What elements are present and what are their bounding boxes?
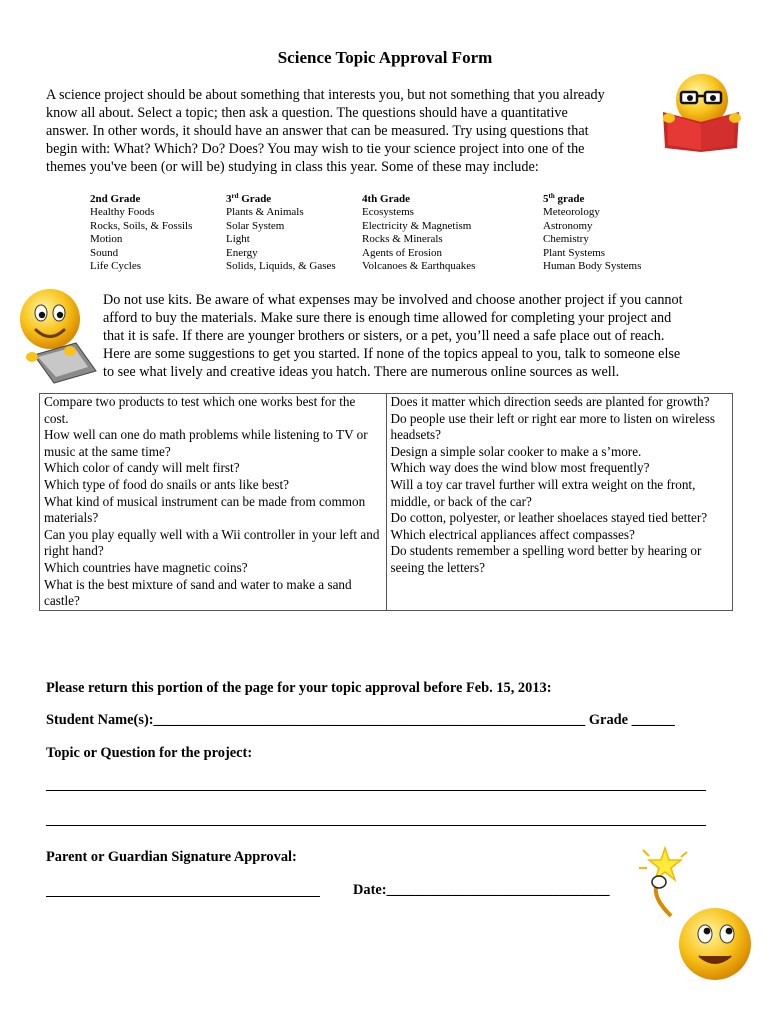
idea-item: Which electrical appliances affect compasses? [390, 526, 635, 542]
idea-item: Which way does the wind blow most frequently? [390, 460, 650, 476]
date-label: Date: [353, 882, 387, 898]
grade-heading: 4th Grade [362, 193, 410, 205]
idea-item: How well can one do math problems while listening to TV or music at the same time? [44, 427, 368, 459]
idea-item: What kind of musical instrument can be made from common materials? [44, 493, 366, 526]
smiley-star-wand-icon [635, 842, 753, 984]
page-title: Science Topic Approval Form [277, 48, 493, 67]
grade-column [226, 193, 336, 273]
student-name-field[interactable]: ____________________________________________________________ [153, 712, 586, 728]
table-cell [40, 394, 387, 611]
intro-line: answer. In other words, it should have an answer that can be measured. Try using questions that [46, 123, 589, 139]
grade-topic: Meteorology [543, 206, 600, 219]
grade-topic: Sound [90, 246, 119, 259]
grade-topic: Light [226, 233, 250, 246]
idea-item: Does it matter which direction seeds are planted for growth? [390, 394, 710, 409]
grade-topic: Ecosystems [362, 206, 414, 219]
grade-topic: Healthy Foods [90, 206, 155, 219]
student-name-row [46, 712, 675, 729]
topic-label: Topic or Question for the project: [46, 745, 253, 761]
idea-item: Compare two products to test which one works best for the cost. [44, 394, 356, 426]
idea-item: Which type of food do snails or ants like best? [44, 476, 290, 492]
idea-item: Do students remember a spelling word better by hearing or seeing the letters? [390, 543, 702, 575]
grade-topic: Plants & Animals [226, 206, 304, 219]
grade-topic: Motion [90, 233, 123, 246]
grade-label: Grade [588, 712, 629, 728]
grade-topic: Rocks & Minerals [362, 233, 443, 246]
grade-topic: Electricity & Magnetism [362, 219, 472, 232]
idea-item: Which color of candy will melt first? [44, 460, 240, 476]
grade-topic: Rocks, Soils, & Fossils [90, 219, 193, 232]
idea-item: Will a toy car travel further will extra weight on the front, middle, or back of the car? [390, 476, 696, 509]
smiley-reading-book-icon [655, 72, 750, 152]
grade-topic: Solids, Liquids, & Gases [226, 259, 336, 272]
intro-line: A science project should be about something that interests you, but not something that you already [46, 87, 605, 103]
intro-line: themes you've been (or will be) studying in class this year. Some of these may include: [46, 159, 539, 175]
topic-line-1[interactable] [46, 790, 706, 791]
grade-topic: Agents of Erosion [362, 246, 443, 259]
grade-topic: Solar System [226, 219, 285, 232]
idea-item: Can you play equally well with a Wii controller in your left and right hand? [44, 526, 380, 559]
kits-line: Do not use kits. Be aware of what expenses may be involved and choose another project if you cannot [103, 292, 683, 308]
date-field[interactable]: _______________________________ [386, 882, 610, 898]
kits-line: Here are some suggestions to get you started. If none of the topics appeal to you, talk to someone else [103, 346, 681, 362]
kits-line: that it is safe. If there are younger brothers or sisters, or a pet, you’ll need a safe place out of reach. [103, 328, 665, 344]
kits-line: to see what lively and creative ideas you hatch. There are numerous online sources as well. [103, 364, 620, 380]
student-name-label: Student Name(s): [46, 712, 154, 728]
idea-item: Which countries have magnetic coins? [44, 559, 248, 575]
grade-field[interactable]: ______ [631, 712, 675, 728]
grade-column [543, 193, 641, 273]
grade-heading: 5th grade [543, 192, 585, 205]
topic-line-2[interactable] [46, 825, 706, 826]
grade-topic: Plant Systems [543, 246, 606, 259]
return-instructions: Please return this portion of the page for your topic approval before Feb. 15, 2013: [46, 680, 552, 696]
grade-topic: Human Body Systems [543, 259, 642, 272]
grade-topic: Chemistry [543, 233, 589, 246]
kits-line: afford to buy the materials. Make sure there is enough time allowed for completing your project and [103, 310, 672, 326]
idea-item: Do cotton, polyester, or leather shoelaces stayed tied better? [390, 510, 708, 526]
signature-label: Parent or Guardian Signature Approval: [46, 849, 297, 865]
table-cell [386, 394, 733, 611]
smiley-laptop-icon [14, 285, 100, 385]
signature-field[interactable] [46, 896, 320, 897]
intro-line: begin with: What? Which? Do? Does? You may wish to tie your science project into one of the [46, 141, 585, 157]
grade-heading: 2nd Grade [90, 193, 141, 205]
table-row [40, 394, 733, 611]
grade-topic: Volcanoes & Earthquakes [362, 259, 476, 272]
idea-item: Do people use their left or right ear more to listen on wireless headsets? [390, 410, 715, 443]
idea-item: Design a simple solar cooker to make a s’more. [390, 443, 642, 459]
kits-paragraph [103, 291, 733, 381]
grade-topic: Astronomy [543, 219, 593, 232]
grade-heading: 3rd Grade [226, 192, 272, 205]
grade-topic: Life Cycles [90, 259, 142, 272]
project-ideas-table [39, 393, 733, 611]
grade-column [90, 193, 192, 273]
intro-line: know all about. Select a topic; then ask a question. The questions should have a quantitative [46, 105, 568, 121]
date-row [353, 882, 610, 899]
grade-topic: Energy [226, 246, 258, 259]
grade-column [362, 193, 475, 273]
intro-paragraph [46, 86, 646, 176]
idea-item: What is the best mixture of sand and water to make a sand castle? [44, 576, 352, 609]
